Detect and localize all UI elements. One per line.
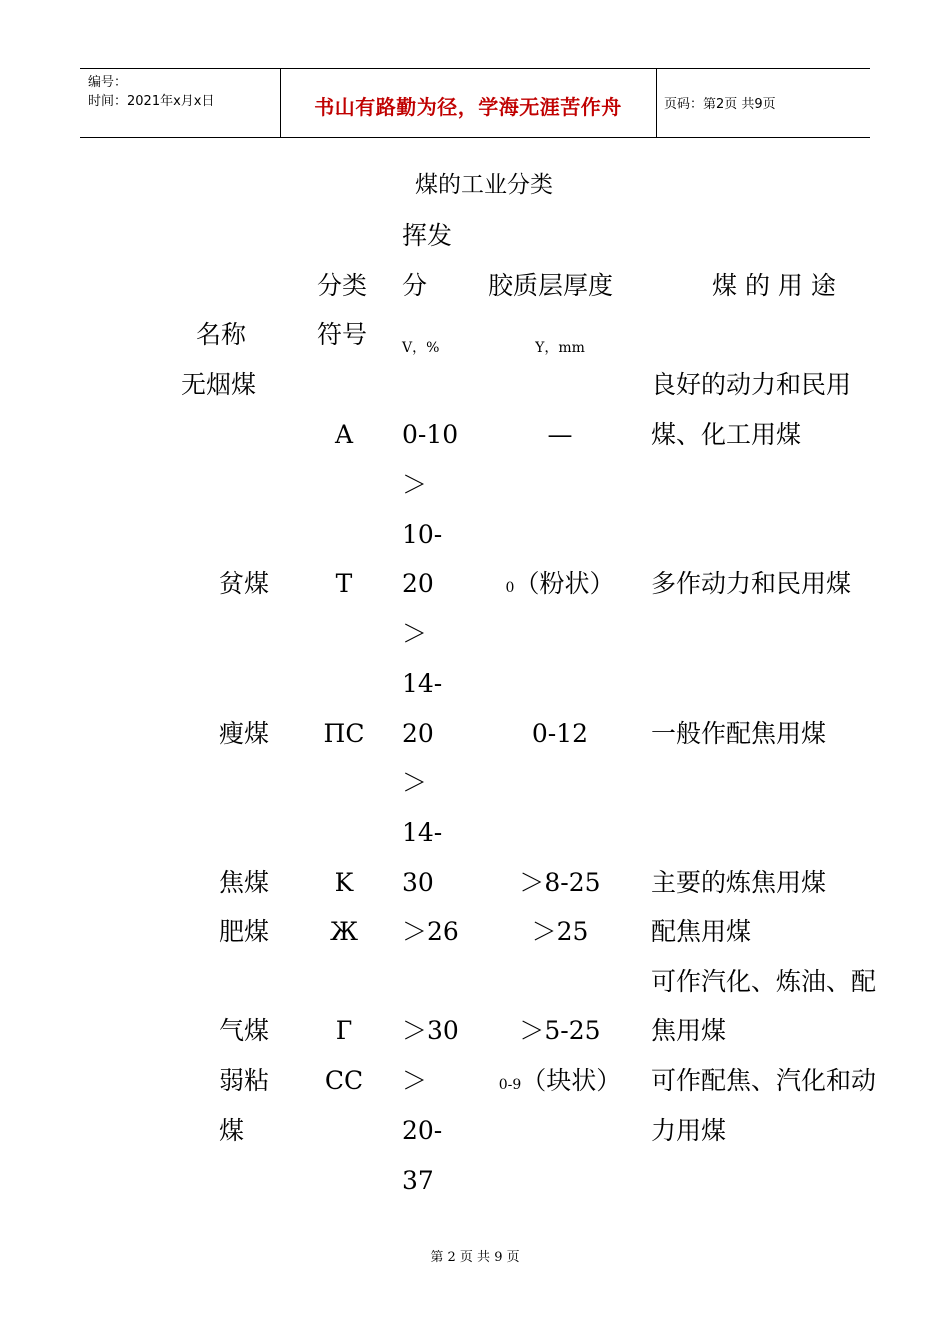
row-colloid: 0-12 bbox=[531, 719, 589, 748]
row-name: 肥煤 bbox=[219, 917, 270, 946]
row-volatile: 14- bbox=[402, 818, 443, 847]
row-colloid bbox=[488, 569, 632, 603]
col-usage: 煤 的 用 途 bbox=[712, 271, 836, 300]
row-volatile: 0-10 bbox=[402, 420, 459, 449]
row-name: 无烟煤 bbox=[181, 370, 257, 399]
row-volatile: 37 bbox=[402, 1166, 434, 1195]
col-name: 名称 bbox=[196, 320, 247, 349]
row-name: 瘦煤 bbox=[219, 719, 270, 748]
col-symbol-line2: 符号 bbox=[317, 320, 368, 349]
col-volatile-unit: V，% bbox=[402, 340, 440, 356]
row-volatile: 20 bbox=[402, 719, 434, 748]
row-volatile: ＞26 bbox=[402, 917, 459, 946]
header-number-label: 编号： bbox=[88, 75, 128, 90]
row-volatile: 20 bbox=[402, 569, 434, 598]
row-volatile: 10- bbox=[402, 520, 443, 549]
header-time-label: 时间：2021年x月x日 bbox=[88, 94, 215, 109]
row-volatile: 20- bbox=[402, 1116, 443, 1145]
row-usage: 一般作配焦用煤 bbox=[651, 719, 827, 748]
row-symbol: ПC bbox=[323, 719, 365, 748]
row-symbol: A bbox=[334, 420, 354, 449]
row-usage: 可作配焦、汽化和动 bbox=[651, 1066, 877, 1095]
row-colloid: ＞8-25 bbox=[519, 868, 601, 897]
row-usage: 煤、化工用煤 bbox=[651, 420, 802, 449]
row-name: 焦煤 bbox=[219, 868, 270, 897]
header-divider bbox=[656, 69, 657, 137]
row-colloid: ＞25 bbox=[531, 917, 589, 946]
row-symbol: Ж bbox=[329, 917, 359, 946]
row-name: 弱粘 bbox=[219, 1066, 270, 1095]
row-usage: 可作汽化、炼油、配 bbox=[651, 967, 877, 996]
document-title: 煤的工业分类 bbox=[415, 172, 553, 198]
row-name: 气煤 bbox=[219, 1016, 270, 1045]
col-symbol-line1: 分类 bbox=[317, 271, 368, 300]
row-volatile: ＞ bbox=[402, 1066, 428, 1095]
row-volatile: 30 bbox=[402, 868, 434, 897]
row-symbol: CC bbox=[324, 1066, 364, 1095]
row-colloid-suffix: （粉状） bbox=[514, 569, 615, 598]
row-usage: 主要的炼焦用煤 bbox=[651, 868, 827, 897]
row-symbol: Г bbox=[335, 1016, 353, 1045]
row-name: 贫煤 bbox=[219, 569, 270, 598]
row-colloid bbox=[488, 1066, 632, 1100]
row-colloid-value: 0 bbox=[505, 580, 515, 596]
header-left bbox=[88, 73, 214, 111]
row-colloid-suffix: （块状） bbox=[521, 1066, 622, 1095]
row-volatile: ＞ bbox=[402, 619, 428, 648]
header-motto: 书山有路勤为径，学海无涯苦作舟 bbox=[314, 95, 622, 119]
row-name-line2: 煤 bbox=[219, 1116, 245, 1145]
row-volatile: ＞30 bbox=[402, 1016, 459, 1045]
col-volatile-line2: 分 bbox=[402, 271, 428, 300]
row-usage: 多作动力和民用煤 bbox=[651, 569, 852, 598]
page-header bbox=[80, 68, 870, 138]
row-volatile: ＞ bbox=[402, 768, 428, 797]
row-usage: 配焦用煤 bbox=[651, 917, 752, 946]
page-footer: 第 2 页 共 9 页 bbox=[430, 1250, 520, 1265]
row-symbol: K bbox=[334, 868, 354, 897]
row-volatile: 14- bbox=[402, 669, 443, 698]
row-colloid-value: 0-9 bbox=[498, 1077, 522, 1093]
col-colloid: 胶质层厚度 bbox=[488, 271, 614, 300]
header-page-info: 页码：第2页 共9页 bbox=[664, 97, 776, 112]
row-usage: 力用煤 bbox=[651, 1116, 727, 1145]
col-colloid-unit: Y，mm bbox=[535, 340, 585, 356]
row-colloid: — bbox=[547, 420, 573, 449]
row-volatile: ＞ bbox=[402, 470, 428, 499]
row-symbol: T bbox=[335, 569, 353, 598]
row-usage: 良好的动力和民用 bbox=[651, 370, 852, 399]
row-usage: 焦用煤 bbox=[651, 1016, 727, 1045]
col-volatile-line1: 挥发 bbox=[402, 221, 453, 250]
row-colloid: ＞5-25 bbox=[519, 1016, 601, 1045]
